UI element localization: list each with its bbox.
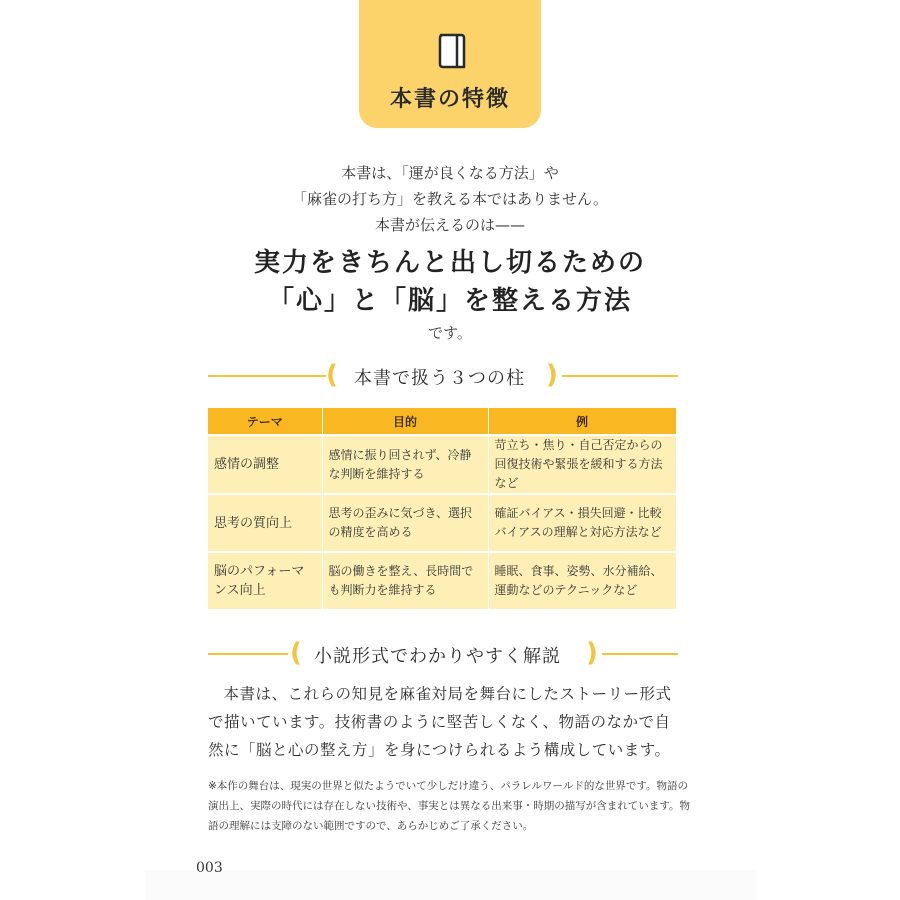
cell-purpose: 思考の歪みに気づき、選択の精度を高める xyxy=(322,494,488,552)
body-text: 本書は、これらの知見を麻雀対局を舞台にしたストーリー形式で描いています。技術書のように堅苦しくなく、物語のなかで自然に「脳と心の整え方」を身につけられるよう構成しています。 xyxy=(208,685,672,759)
section-heading-label: 小説形式でわかりやすく解説 xyxy=(314,646,561,667)
column-header-theme: テーマ xyxy=(208,408,322,435)
heading-rule-right xyxy=(562,375,678,377)
table-row xyxy=(208,435,676,494)
body-paragraph xyxy=(208,680,678,764)
heading-paren-left: ( xyxy=(290,638,302,668)
page-title: 本書の特徴 xyxy=(389,87,510,112)
cell-theme: 感情の調整 xyxy=(208,435,322,494)
heading-paren-right: ) xyxy=(546,360,558,390)
table-row xyxy=(208,494,676,552)
cell-theme: 脳のパフォーマンス向上 xyxy=(208,552,322,609)
cell-example: 睡眠、食事、姿勢、水分補給、運動などのテクニックなど xyxy=(488,552,676,609)
heading-rule-left xyxy=(208,375,326,377)
book-icon xyxy=(437,32,467,70)
intro-line-2: 「麻雀の打ち方」を教える本ではありません。 xyxy=(292,190,608,208)
column-header-purpose: 目的 xyxy=(322,408,488,435)
heading-paren-left: ( xyxy=(326,360,338,390)
section-heading-pillars xyxy=(208,362,678,390)
pillars-table xyxy=(208,408,677,609)
cell-example: 確証バイアス・損失回避・比較バイアスの理解と対応方法など xyxy=(488,494,676,552)
section-heading-novel xyxy=(208,640,678,668)
page-bottom-margin xyxy=(145,870,755,900)
intro-line-1: 本書は、「運が良くなる方法」や xyxy=(341,164,559,182)
intro-line-3: 本書が伝えるのは—— xyxy=(374,216,525,234)
cell-theme: 思考の質向上 xyxy=(208,494,322,552)
cell-purpose: 脳の働きを整え、長時間でも判断力を維持する xyxy=(322,552,488,609)
footnote: ※本作の舞台は、現実の世界と似たようでいて少しだけ違う、パラレルワールド的な世界です。物語の演出上、実際の時代には存在しない技術や、事実とは異なる出来事・時期の描写が含まれています。物語の理解には支障のない範囲ですので、あらかじめご了承ください。 xyxy=(208,780,690,832)
column-header-example: 例 xyxy=(488,408,676,435)
section-heading-label: 本書で扱う３つの柱 xyxy=(354,368,525,389)
cell-purpose: 感情に振り回されず、冷静な判断を維持する xyxy=(322,435,488,494)
page-number: 003 xyxy=(196,860,223,876)
table-header-row xyxy=(208,408,676,435)
heading-paren-right: ) xyxy=(586,638,598,668)
heading-rule-left xyxy=(208,653,288,655)
table-row xyxy=(208,552,676,609)
heading-rule-right xyxy=(602,653,678,655)
headline-line-2: 「心」と「脳」を整える方法 xyxy=(267,286,632,316)
intro-closing: です。 xyxy=(428,324,472,342)
headline-line-1: 実力をきちんと出し切るための xyxy=(253,248,646,278)
cell-example: 苛立ち・焦り・自己否定からの回復技術や緊張を緩和する方法など xyxy=(488,435,676,494)
